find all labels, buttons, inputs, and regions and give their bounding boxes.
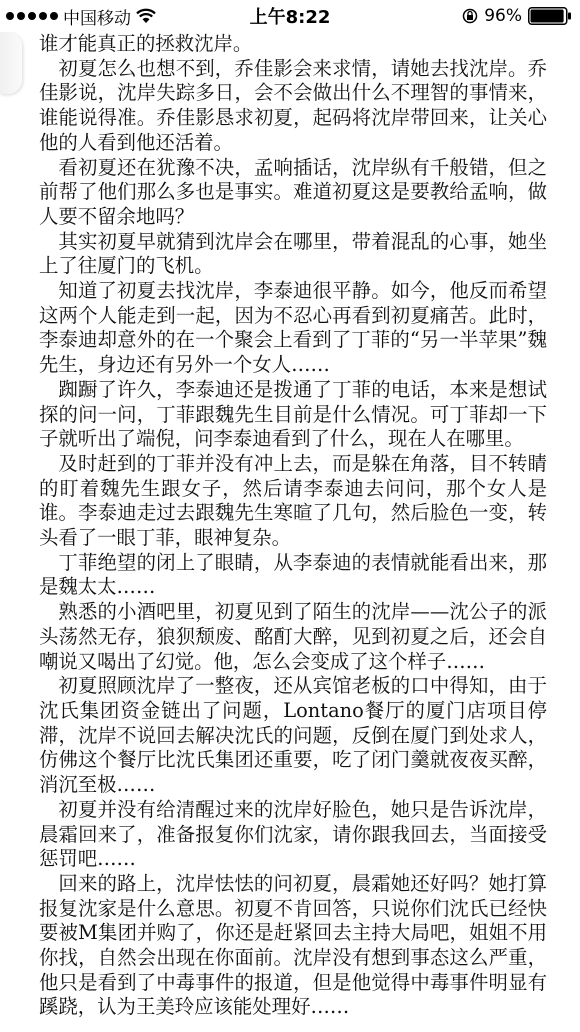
status-bar	[0, 0, 580, 32]
paragraph: 踟蹰了许久，李泰迪还是拨通了丁菲的电话，本来是想试探的问一问，丁菲跟魏先生目前是什么情况。可丁菲却一下子就听出了端倪，问李泰迪看到了什么，现在人在哪里。	[39, 377, 547, 451]
signal-strength-icon	[6, 12, 58, 20]
paragraph: 知道了初夏去找沈岸，李泰迪很平静。如今，他反而希望这两个人能走到一起，因为不忍心再看到初夏痛苦。此时，李泰迪却意外的在一个聚会上看到了丁菲的“另一半苹果”魏先生，身边还有另外一个女人……	[39, 279, 547, 377]
clock: 上午8:22	[249, 7, 331, 28]
battery-icon	[528, 7, 572, 25]
carrier-name: 中国移动	[63, 8, 131, 29]
status-right	[462, 6, 580, 26]
paragraph: 熟悉的小酒吧里，初夏见到了陌生的沈岸——沈公子的派头荡然无存，狼狈颓废、酩酊大醉，见到初夏之后，还会自嘲说又喝出了幻觉。他，怎么会变成了这个样子……	[39, 600, 547, 673]
assistive-touch-button[interactable]	[0, 32, 22, 94]
paragraph: 初夏照顾沈岸了一整夜，还从宾馆老板的口中得知，由于沈氏集团资金链出了问题，Lontano餐厅的厦门店项目停滞，沈岸不说回去解决沈氏的问题，反倒在厦门到处求人，仿佛这个餐厅比沈氏集团还重要，吃了闭门羹就夜夜买醉，消沉至极……	[39, 674, 547, 797]
status-left	[0, 4, 156, 29]
paragraph: 初夏并没有给清醒过来的沈岸好脸色，她只是告诉沈岸，晨霜回来了，准备报复你们沈家，请你跟我回去，当面接受惩罚吧……	[39, 797, 547, 871]
paragraph: 及时赶到的丁菲并没有冲上去，而是躲在角落，目不转睛的盯着魏先生跟女子，然后请李泰迪去问问，那个女人是谁。李泰迪走过去跟魏先生寒暄了几句，然后脸色一变，转头看了一眼丁菲，眼神复杂。	[39, 451, 547, 550]
battery-percent: 96%	[484, 6, 522, 26]
paragraph: 其实初夏早就猜到沈岸会在哪里，带着混乱的心事，她坐上了往厦门的飞机。	[39, 229, 547, 278]
paragraph: 初夏怎么也想不到，乔佳影会来求情，请她去找沈岸。乔佳影说，沈岸失踪多日，会不会做出什么不理智的事情来，谁能说得准。乔佳影恳求初夏，起码将沈岸带回来，让关心他的人看到他还活着。	[39, 56, 547, 154]
rotation-lock-icon	[462, 8, 478, 24]
paragraph: 回来的路上，沈岸怯怯的问初夏，晨霜她还好吗？她打算报复沈家是什么意思。初夏不肯回答，只说你们沈氏已经快要被M集团并购了，你还是赶紧回去主持大局吧，姐姐不用你找，自然会出现在你面前。沈岸没有想到事态这么严重，他只是看到了中毒事件的报道，但是他觉得中毒事件明显有蹊跷，认为王美玲应该能处理好……	[39, 871, 547, 1019]
paragraph: 看初夏还在犹豫不决，孟响插话，沈岸纵有千般错，但之前帮了他们那么多也是事实。难道初夏这是要教给孟响，做人要不留余地吗？	[39, 155, 547, 228]
paragraph: 谁才能真正的拯救沈岸。	[39, 32, 253, 55]
paragraph: 丁菲绝望的闭上了眼睛，从李泰迪的表情就能看出来，那是魏太太……	[39, 550, 547, 599]
article-body	[39, 32, 547, 1020]
wifi-icon	[136, 8, 156, 24]
